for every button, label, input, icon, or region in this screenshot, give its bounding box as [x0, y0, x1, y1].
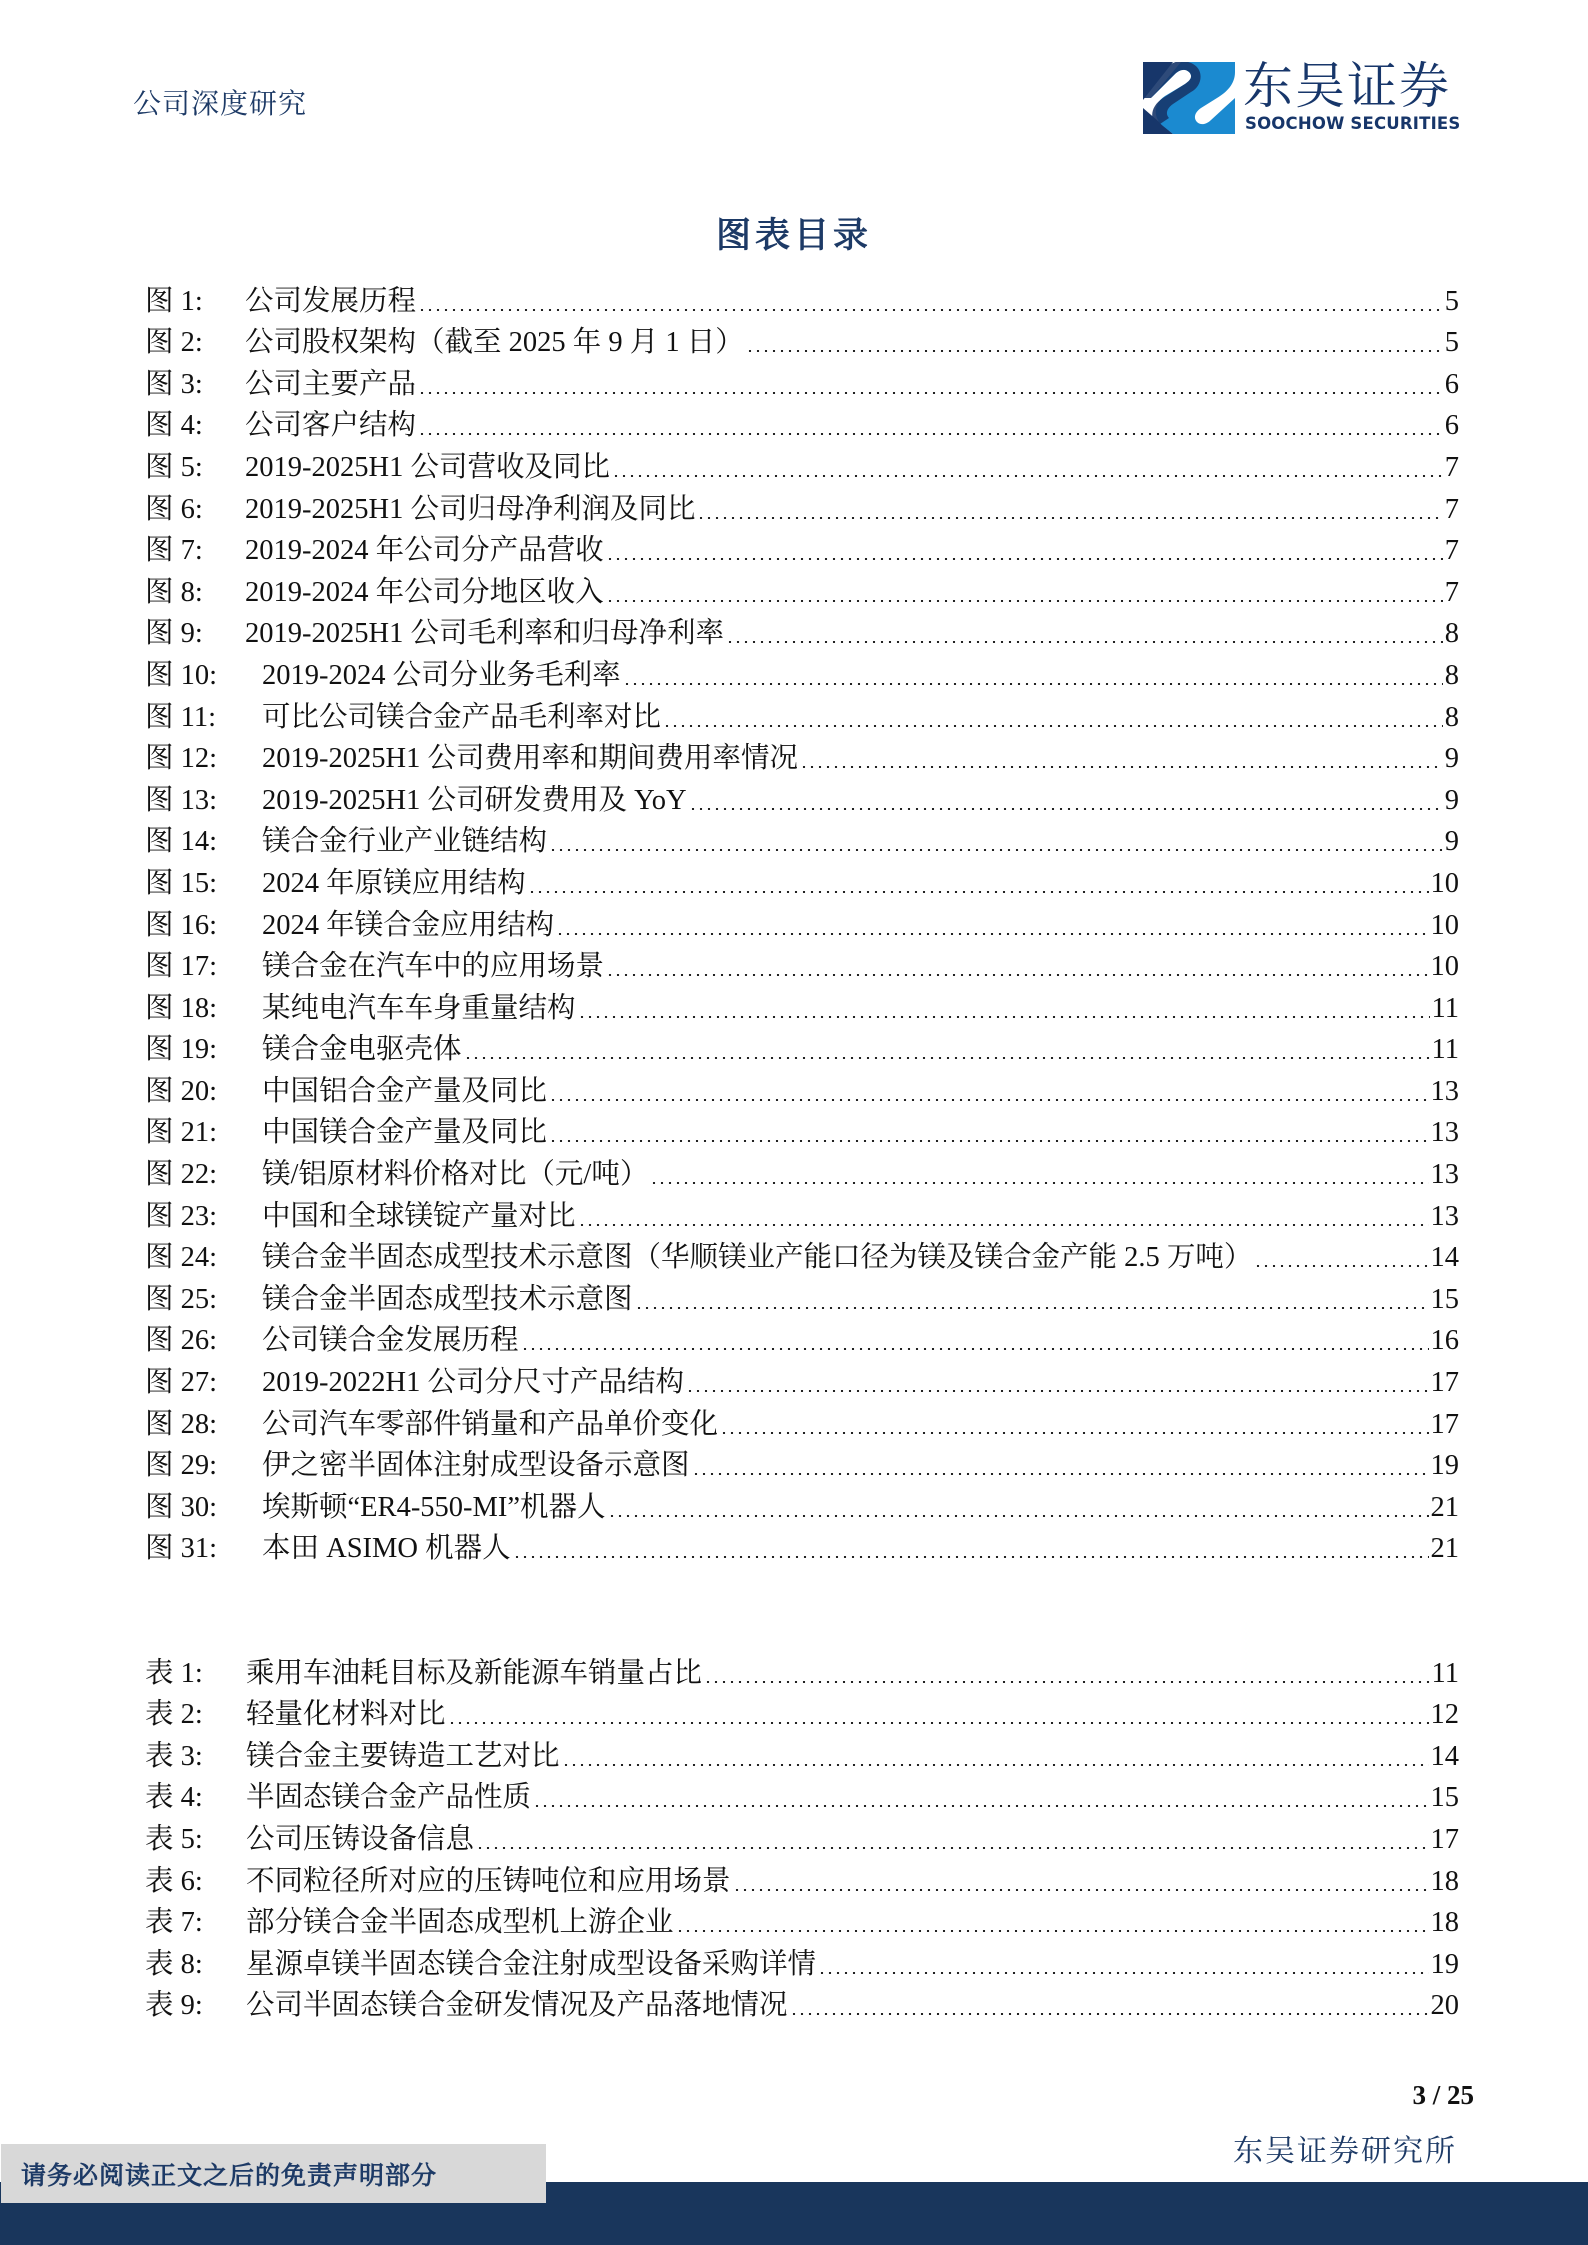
entry-page-number: 10: [1430, 909, 1459, 941]
entry-page-number: 7: [1444, 535, 1459, 567]
entry-label: 图 21:: [145, 1117, 218, 1149]
entry-title: 2019-2025H1 公司营收及同比: [245, 451, 610, 483]
entry-title: 镁合金半固态成型技术示意图: [262, 1283, 633, 1315]
entry-page-number: 13: [1430, 1159, 1459, 1191]
table-entry-2[interactable]: [145, 1692, 1459, 1734]
dot-leader: [556, 933, 1428, 935]
entry-title: 2019-2025H1 公司毛利率和归母净利率: [245, 618, 724, 650]
dot-leader: [549, 849, 1443, 851]
dot-leader: [606, 974, 1428, 976]
dot-leader: [746, 350, 1443, 352]
entry-title: 不同粒径所对应的压铸吨位和应用场景: [246, 1865, 731, 1897]
disclaimer-box: [1, 2144, 546, 2203]
entry-page-number: 11: [1431, 1034, 1459, 1066]
dot-leader: [692, 1473, 1429, 1475]
figure-entry-21[interactable]: [145, 1110, 1459, 1152]
entry-label: 图 30:: [145, 1491, 218, 1523]
dot-leader: [697, 517, 1442, 519]
entry-title: 公司股权架构（截至 2025 年 9 月 1 日）: [245, 327, 744, 359]
dot-leader: [612, 475, 1443, 477]
figure-entry-18[interactable]: [145, 985, 1459, 1027]
dot-leader: [418, 433, 1443, 435]
entry-page-number: 17: [1430, 1823, 1459, 1855]
entry-page-number: 5: [1444, 327, 1459, 359]
figure-entry-17[interactable]: [145, 944, 1459, 986]
figure-entry-12[interactable]: [145, 736, 1459, 778]
figure-entry-5[interactable]: [145, 444, 1459, 486]
entry-label: 表 6:: [145, 1865, 203, 1897]
entry-page-number: 17: [1430, 1408, 1459, 1440]
figure-entry-10[interactable]: [145, 652, 1459, 694]
table-entry-9[interactable]: [145, 1983, 1459, 2025]
entry-title: 伊之密半固体注射成型设备示意图: [262, 1450, 690, 1482]
dot-leader: [476, 1847, 1428, 1849]
entry-page-number: 7: [1444, 451, 1459, 483]
page-indicator: 3 / 25: [1412, 2080, 1474, 2110]
entry-page-number: 8: [1444, 618, 1459, 650]
entry-label: 图 22:: [145, 1159, 218, 1191]
table-entry-6[interactable]: [145, 1858, 1459, 1900]
figure-entry-22[interactable]: [145, 1151, 1459, 1193]
entry-title: 镁合金半固态成型技术示意图（华顺镁业产能口径为镁及镁合金产能 2.5 万吨）: [262, 1242, 1253, 1274]
entry-label: 图 31:: [145, 1533, 218, 1565]
figure-entry-30[interactable]: [145, 1484, 1459, 1526]
dot-leader: [533, 1805, 1428, 1807]
entry-label: 图 17:: [145, 951, 218, 983]
entry-label: 图 15:: [145, 867, 218, 899]
entry-label: 图 24:: [145, 1242, 218, 1274]
entry-page-number: 5: [1444, 285, 1459, 317]
figure-entry-20[interactable]: [145, 1068, 1459, 1110]
entry-page-number: 18: [1430, 1907, 1459, 1939]
dot-leader: [650, 1182, 1428, 1184]
entry-label: 图 20:: [145, 1075, 218, 1107]
entry-title: 中国和全球镁锭产量对比: [262, 1200, 576, 1232]
entry-page-number: 14: [1430, 1242, 1459, 1274]
entry-title: 半固态镁合金产品性质: [246, 1782, 532, 1814]
entry-label: 图 2:: [145, 327, 203, 359]
figure-entry-9[interactable]: [145, 611, 1459, 653]
entry-label: 图 1:: [145, 285, 203, 317]
table-entry-1[interactable]: [145, 1650, 1459, 1692]
entry-page-number: 12: [1430, 1699, 1459, 1731]
entry-page-number: 20: [1430, 1990, 1459, 2022]
entry-title: 星源卓镁半固态镁合金注射成型设备采购详情: [246, 1948, 817, 1980]
figure-entry-23[interactable]: [145, 1193, 1459, 1235]
figure-entry-4[interactable]: [145, 403, 1459, 445]
disclaimer-notice: 请务必阅读正文之后的免责声明部分: [21, 2161, 438, 2190]
entry-page-number: 7: [1444, 493, 1459, 525]
table-list: [145, 1650, 1459, 2024]
entry-label: 表 5:: [145, 1823, 203, 1855]
dot-leader: [733, 1889, 1429, 1891]
entry-page-number: 19: [1430, 1450, 1459, 1482]
dot-leader: [686, 1390, 1429, 1392]
entry-label: 图 3:: [145, 368, 203, 400]
entry-title: 2019-2024 年公司分地区收入: [245, 576, 604, 608]
entry-label: 图 19:: [145, 1034, 218, 1066]
figure-entry-8[interactable]: [145, 569, 1459, 611]
figure-entry-28[interactable]: [145, 1401, 1459, 1443]
table-entry-4[interactable]: [145, 1775, 1459, 1817]
dot-leader: [418, 392, 1443, 394]
dot-leader: [549, 1140, 1428, 1142]
dot-leader: [513, 1556, 1429, 1558]
logo-chinese-name: 东吴证券: [1243, 57, 1451, 115]
research-institute-name: 东吴证券研究所: [1233, 2134, 1457, 2169]
figure-entry-27[interactable]: [145, 1359, 1459, 1401]
figure-entry-31[interactable]: [145, 1526, 1459, 1568]
dot-leader: [689, 808, 1443, 810]
entry-title: 轻量化材料对比: [246, 1699, 446, 1731]
figure-entry-3[interactable]: [145, 361, 1459, 403]
entry-title: 中国铝合金产量及同比: [262, 1075, 548, 1107]
dot-leader: [528, 891, 1429, 893]
dot-leader: [818, 1972, 1428, 1974]
dot-leader: [578, 1016, 1430, 1018]
entry-page-number: 15: [1430, 1782, 1459, 1814]
entry-label: 图 28:: [145, 1408, 218, 1440]
entry-title: 2024 年镁合金应用结构: [262, 909, 555, 941]
figure-entry-29[interactable]: [145, 1443, 1459, 1485]
figure-entry-13[interactable]: [145, 777, 1459, 819]
dot-leader: [448, 1722, 1429, 1724]
entry-label: 图 16:: [145, 909, 218, 941]
figure-entry-14[interactable]: [145, 819, 1459, 861]
dot-leader: [562, 1764, 1429, 1766]
entry-title: 部分镁合金半固态成型机上游企业: [246, 1907, 674, 1939]
entry-title: 公司主要产品: [245, 368, 417, 400]
figure-entry-2[interactable]: [145, 320, 1459, 362]
entry-page-number: 7: [1444, 576, 1459, 608]
entry-title: 2019-2024 公司分业务毛利率: [262, 659, 621, 691]
toc-title: 图表目录: [715, 215, 872, 256]
table-entry-3[interactable]: [145, 1733, 1459, 1775]
entry-label: 图 13:: [145, 784, 218, 816]
entry-label: 图 7:: [145, 535, 203, 567]
entry-title: 乘用车油耗目标及新能源车销量占比: [246, 1657, 703, 1689]
entry-title: 公司发展历程: [245, 285, 417, 317]
figure-entry-1[interactable]: [145, 278, 1459, 320]
entry-page-number: 15: [1430, 1283, 1459, 1315]
entry-page-number: 6: [1444, 368, 1459, 400]
entry-label: 图 6:: [145, 493, 203, 525]
table-entry-5[interactable]: [145, 1816, 1459, 1858]
entry-label: 表 4:: [145, 1782, 203, 1814]
entry-page-number: 10: [1430, 867, 1459, 899]
entry-label: 图 12:: [145, 743, 218, 775]
dot-leader: [608, 1515, 1429, 1517]
figure-entry-15[interactable]: [145, 860, 1459, 902]
entry-label: 图 27:: [145, 1367, 218, 1399]
dot-leader: [623, 683, 1443, 685]
figure-entry-26[interactable]: [145, 1318, 1459, 1360]
entry-label: 图 4:: [145, 410, 203, 442]
entry-page-number: 14: [1430, 1740, 1459, 1772]
dot-leader: [549, 1099, 1428, 1101]
table-entry-8[interactable]: [145, 1941, 1459, 1983]
entry-label: 图 14:: [145, 826, 218, 858]
entry-page-number: 17: [1430, 1367, 1459, 1399]
entry-title: 公司客户结构: [245, 410, 417, 442]
entry-label: 图 25:: [145, 1283, 218, 1315]
entry-title: 镁合金行业产业链结构: [262, 826, 548, 858]
entry-label: 图 9:: [145, 618, 203, 650]
entry-page-number: 11: [1431, 1657, 1459, 1689]
entry-title: 公司镁合金发展历程: [262, 1325, 519, 1357]
dot-leader: [663, 725, 1443, 727]
entry-page-number: 13: [1430, 1075, 1459, 1107]
dot-leader: [606, 600, 1443, 602]
dot-leader: [418, 309, 1443, 311]
entry-label: 表 1:: [145, 1657, 203, 1689]
entry-label: 表 8:: [145, 1948, 203, 1980]
figure-entry-24[interactable]: [145, 1235, 1459, 1277]
entry-label: 表 7:: [145, 1907, 203, 1939]
entry-title: 镁/铝原材料价格对比（元/吨）: [262, 1159, 649, 1191]
entry-label: 表 2:: [145, 1699, 203, 1731]
entry-title: 2019-2025H1 公司研发费用及 YoY: [262, 784, 687, 816]
entry-page-number: 21: [1430, 1491, 1459, 1523]
entry-title: 2019-2022H1 公司分尺寸产品结构: [262, 1367, 684, 1399]
dot-leader: [704, 1681, 1430, 1683]
dot-leader: [676, 1930, 1429, 1932]
dot-leader: [800, 766, 1443, 768]
entry-page-number: 9: [1444, 743, 1459, 775]
dot-leader: [606, 558, 1443, 560]
dot-leader: [726, 641, 1443, 643]
logo-english-name: SOOCHOW SECURITIES: [1245, 114, 1461, 133]
dot-leader: [521, 1348, 1429, 1350]
figure-entry-7[interactable]: [145, 528, 1459, 570]
entry-label: 图 5:: [145, 451, 203, 483]
entry-page-number: 9: [1444, 826, 1459, 858]
entry-title: 公司汽车零部件销量和产品单价变化: [262, 1408, 719, 1440]
dot-leader: [1254, 1265, 1428, 1267]
dot-leader: [578, 1224, 1429, 1226]
entry-page-number: 11: [1431, 992, 1459, 1024]
entry-label: 表 3:: [145, 1740, 203, 1772]
figure-entry-6[interactable]: [145, 486, 1459, 528]
dot-leader: [635, 1307, 1429, 1309]
entry-page-number: 6: [1444, 410, 1459, 442]
entry-page-number: 9: [1444, 784, 1459, 816]
entry-title: 镁合金电驱壳体: [262, 1034, 462, 1066]
entry-title: 2019-2024 年公司分产品营收: [245, 535, 604, 567]
dot-leader: [464, 1057, 1430, 1059]
entry-page-number: 21: [1430, 1533, 1459, 1565]
figure-entry-16[interactable]: [145, 902, 1459, 944]
report-type-label: 公司深度研究: [133, 87, 308, 120]
entry-title: 公司压铸设备信息: [246, 1823, 475, 1855]
entry-title: 公司半固态镁合金研发情况及产品落地情况: [246, 1990, 788, 2022]
soochow-securities-logo: [1143, 57, 1473, 136]
figure-entry-19[interactable]: [145, 1027, 1459, 1069]
figure-entry-25[interactable]: [145, 1276, 1459, 1318]
entry-title: 2019-2025H1 公司费用率和期间费用率情况: [262, 743, 798, 775]
entry-title: 某纯电汽车车身重量结构: [262, 992, 576, 1024]
table-entry-7[interactable]: [145, 1900, 1459, 1942]
entry-page-number: 13: [1430, 1117, 1459, 1149]
entry-page-number: 16: [1430, 1325, 1459, 1357]
figure-entry-11[interactable]: [145, 694, 1459, 736]
entry-page-number: 13: [1430, 1200, 1459, 1232]
entry-title: 埃斯顿“ER4-550-MI”机器人: [262, 1491, 606, 1523]
entry-page-number: 10: [1430, 951, 1459, 983]
entry-title: 中国镁合金产量及同比: [262, 1117, 548, 1149]
entry-label: 图 26:: [145, 1325, 218, 1357]
soochow-logo-icon: [1143, 62, 1235, 134]
entry-page-number: 8: [1444, 701, 1459, 733]
entry-title: 2024 年原镁应用结构: [262, 867, 526, 899]
entry-label: 图 29:: [145, 1450, 218, 1482]
entry-label: 图 18:: [145, 992, 218, 1024]
entry-label: 表 9:: [145, 1990, 203, 2022]
entry-page-number: 18: [1430, 1865, 1459, 1897]
entry-label: 图 11:: [145, 701, 216, 733]
dot-leader: [720, 1432, 1428, 1434]
entry-label: 图 23:: [145, 1200, 218, 1232]
entry-page-number: 19: [1430, 1948, 1459, 1980]
entry-title: 2019-2025H1 公司归母净利润及同比: [245, 493, 696, 525]
entry-title: 可比公司镁合金产品毛利率对比: [262, 701, 662, 733]
dot-leader: [790, 2013, 1429, 2015]
entry-title: 镁合金主要铸造工艺对比: [246, 1740, 560, 1772]
entry-label: 图 8:: [145, 576, 203, 608]
entry-title: 本田 ASIMO 机器人: [262, 1533, 511, 1565]
entry-title: 镁合金在汽车中的应用场景: [262, 951, 605, 983]
entry-label: 图 10:: [145, 659, 218, 691]
figure-list: [145, 278, 1459, 1567]
entry-page-number: 8: [1444, 659, 1459, 691]
